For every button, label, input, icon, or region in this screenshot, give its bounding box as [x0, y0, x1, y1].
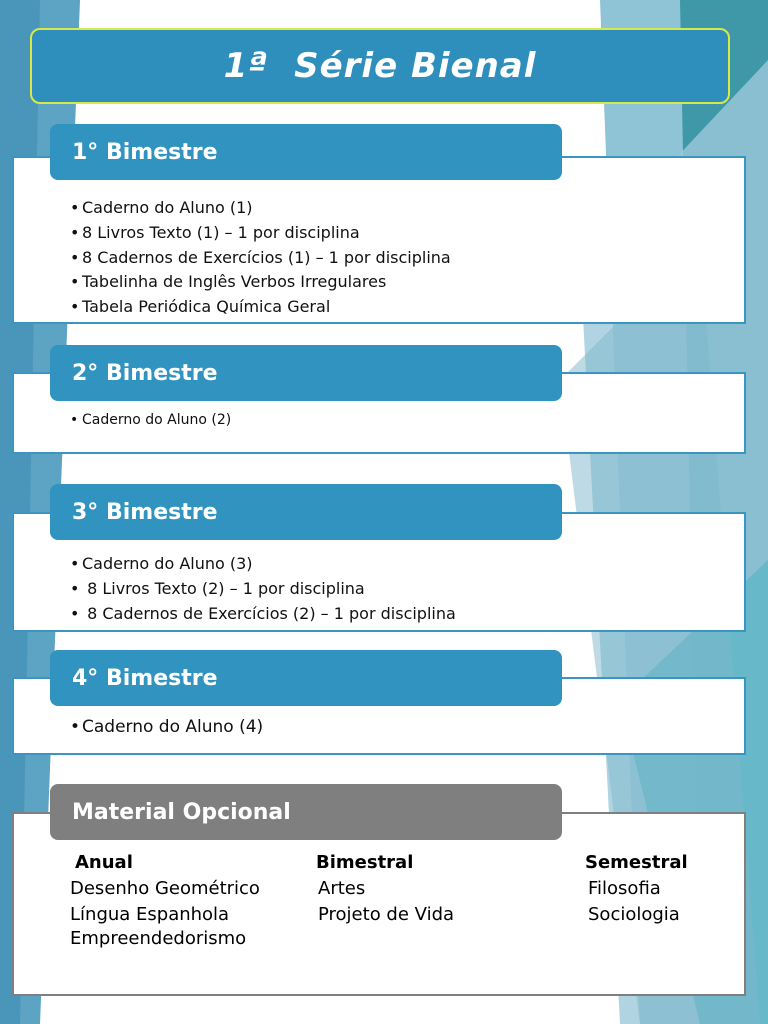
bimestre-2-heading: 2° Bimestre: [50, 345, 562, 401]
bimestre-4-list: [70, 715, 263, 739]
bullet: •: [70, 717, 81, 737]
optional-item: Filosofia: [588, 878, 661, 899]
column-header-bimestral: Bimestral: [316, 852, 414, 873]
list-item: • 8 Cadernos de Exercícios (2) – 1 por disciplina: [70, 601, 456, 626]
bullet: •: [70, 297, 80, 317]
bimestre-3-heading: 3° Bimestre: [50, 484, 562, 540]
bullet: •: [70, 604, 80, 623]
bimestre-2-list: [70, 410, 231, 430]
bullet: •: [70, 222, 80, 242]
bimestre-1-list: [70, 196, 451, 320]
bimestre-4-heading: 4° Bimestre: [50, 650, 562, 706]
list-item: • Caderno do Aluno (3): [70, 551, 456, 576]
column-header-anual: Anual: [75, 852, 133, 873]
optional-item: Sociologia: [588, 904, 680, 925]
list-item: • 8 Cadernos de Exercícios (1) – 1 por disciplina: [70, 246, 451, 271]
bullet: •: [70, 554, 80, 573]
list-item: • Caderno do Aluno (2): [70, 412, 232, 428]
bullet: •: [70, 247, 80, 267]
bullet: •: [70, 412, 79, 428]
list-item: • Caderno do Aluno (4): [70, 717, 264, 737]
list-item: • Tabelinha de Inglês Verbos Irregulares: [70, 270, 451, 295]
bullet: •: [70, 198, 80, 217]
title-banner: [30, 28, 730, 104]
optional-item: Desenho Geométrico: [70, 878, 260, 899]
column-header-semestral: Semestral: [585, 852, 688, 873]
list-item: • 8 Livros Texto (1) – 1 por disciplina: [70, 221, 451, 246]
page-title: 1ª Série Bienal: [223, 46, 537, 86]
optional-item: Empreendedorismo: [70, 928, 247, 949]
bullet: •: [70, 579, 80, 598]
optional-item: Língua Espanhola: [70, 904, 230, 925]
optional-material-heading: Material Opcional: [50, 784, 562, 840]
bullet: •: [70, 272, 80, 292]
optional-item: Projeto de Vida: [318, 904, 455, 925]
list-item: • Tabela Periódica Química Geral: [70, 295, 451, 320]
list-item: • 8 Livros Texto (2) – 1 por disciplina: [70, 576, 456, 601]
bimestre-3-list: [70, 551, 456, 626]
bimestre-1-heading: 1° Bimestre: [50, 124, 562, 180]
optional-item: Artes: [318, 878, 366, 899]
list-item: • Caderno do Aluno (1): [70, 196, 451, 221]
